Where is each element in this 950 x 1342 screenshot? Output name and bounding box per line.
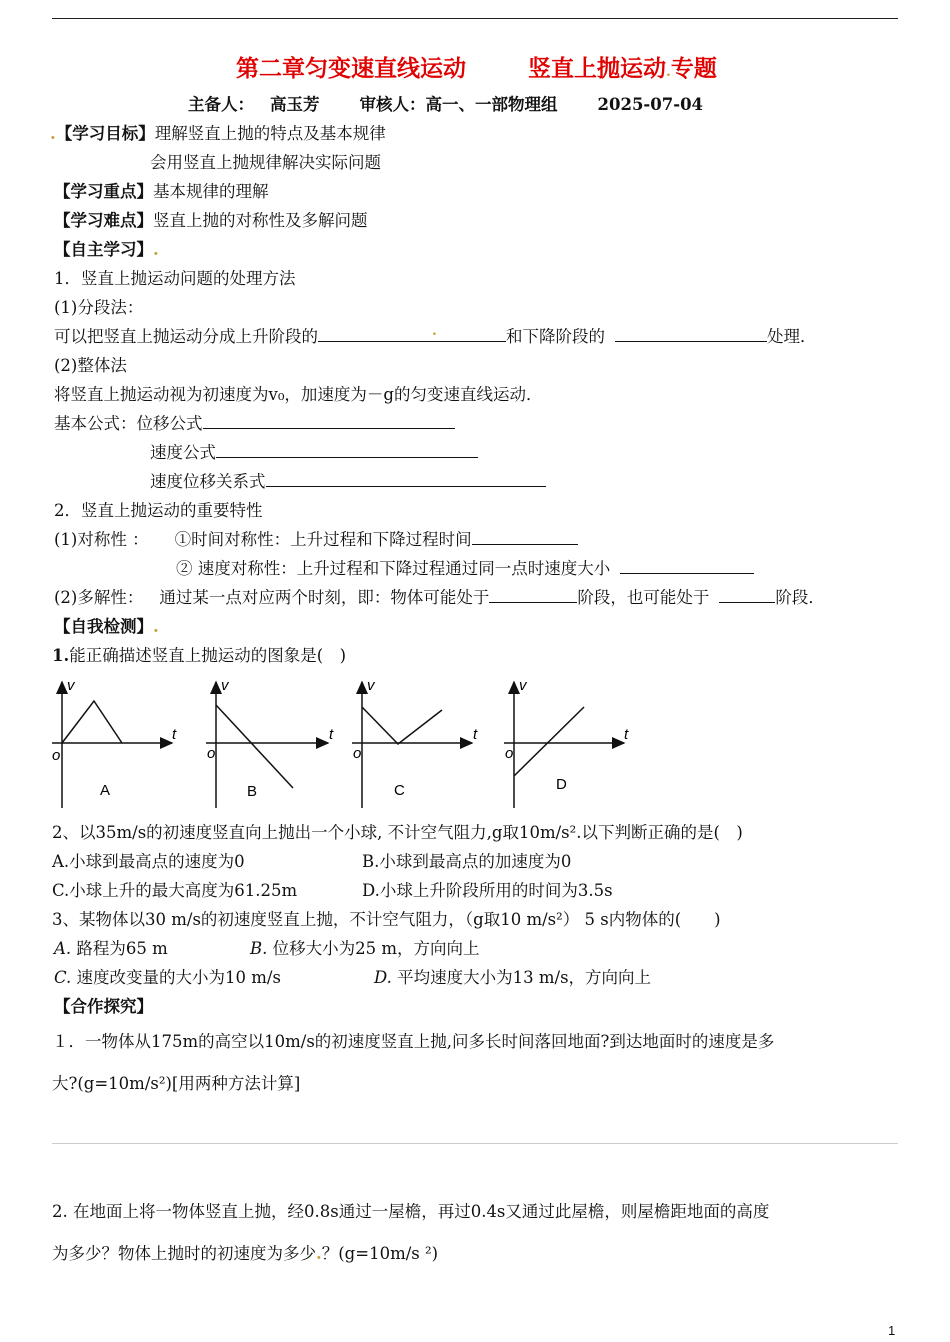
vt-graphs [40, 672, 660, 812]
symmetry-label: (1)对称性 ： [54, 530, 149, 549]
q3-text-a: 3、某物 [52, 910, 112, 929]
author-line [188, 91, 703, 115]
descending-blank[interactable] [615, 325, 767, 342]
graph-c-label: C [394, 782, 405, 799]
method1-text [54, 323, 817, 347]
cooperation-p1-line2: 大?(g=10m/s²)[用两种方法计算] [52, 1074, 301, 1093]
velocity-blank[interactable] [216, 441, 478, 458]
formula-displacement: 位移公式 [136, 414, 203, 433]
graph-c-line [362, 707, 442, 744]
displacement-blank[interactable] [203, 412, 455, 429]
method1-label: (1)分段法： [54, 298, 144, 317]
q3-option-c-letter: C. [54, 968, 72, 987]
q2-option-a[interactable]: A.小球到最高点的速度为0 [52, 852, 245, 871]
multi-solution-c: 阶段． [775, 588, 825, 607]
stage2-blank[interactable] [719, 586, 775, 603]
q3-option-a-text: 路程为65 m [76, 939, 168, 958]
velocity-symmetry-blank[interactable] [620, 557, 754, 574]
self-test-heading [54, 613, 159, 637]
graph-c-o: o [353, 745, 362, 762]
difficulties-label: 【学习难点】 [54, 211, 153, 230]
graph-d-label: D [556, 776, 567, 793]
q3-text-b: 体以30 m/s的初速度竖直上抛，不计空气阻力，（g取10 m/s²） 5 s内物体的( ) [112, 910, 721, 929]
q3-option-b-text: 位移大小为25 m，方向向上 [272, 939, 480, 958]
q3-option-b-letter: B. [250, 939, 268, 958]
self-study-q2: 2．竖直上抛运动的重要特性 [54, 501, 263, 520]
marker-dot: . [153, 617, 159, 636]
graph-a-v: v [67, 677, 75, 694]
time-symmetry-blank[interactable] [472, 528, 578, 545]
key-points-label: 【学习重点】 [54, 182, 153, 201]
self-test-q2: 2、以35m/s的初速度竖直向上抛出一个小球, 不计空气阻力,g取10m/s².以下判断正确的是( ) [52, 823, 743, 842]
objectives-label: 【学习目标】 [55, 124, 155, 143]
graph-d-v: v [519, 677, 527, 694]
q3-option-c-text: 速度改变量的大小为10 m/s [76, 968, 281, 987]
q3-option-d-text: 平均速度大小为13 m/s，方向向上 [397, 968, 652, 987]
graph-a-label: A [100, 782, 111, 799]
graph-c-t: t [473, 726, 478, 743]
objectives-text1: 理解竖直上抛的特点及基本规律 [154, 124, 386, 143]
title-part3: 专题 [670, 55, 717, 82]
title-dot: . [666, 64, 671, 80]
multi-solution-label: (2)多解性： [54, 588, 144, 607]
section-divider [52, 1143, 898, 1144]
cooperation-label: 【合作探究】 [54, 997, 153, 1016]
q2-option-d[interactable]: D.小球上升阶段所用的时间为3.5s [362, 881, 613, 900]
preparer-name: 高玉芳 [270, 95, 320, 114]
q2-option-c[interactable]: C.小球上升的最大高度为61.25m [52, 881, 298, 900]
graph-b-t: t [329, 726, 334, 743]
method2-label: (2)整体法 [54, 356, 127, 375]
formula-velocity: 速度公式 [150, 443, 216, 462]
objectives-line1 [50, 120, 386, 144]
formula-label: 基本公式： [54, 414, 137, 433]
method2-text: 将竖直上抛运动视为初速度为v₀，加速度为－g的匀变速直线运动． [54, 385, 543, 404]
graph-b-line [216, 705, 293, 788]
symmetry-line1 [54, 526, 578, 550]
top-rule [52, 18, 898, 19]
graph-c[interactable] [352, 677, 478, 808]
preparer-label: 主备人： [188, 95, 254, 114]
marker-dot: . [153, 240, 159, 259]
cooperation-p2-line1: 2. 在地面上将一物体竖直上抛，经0.8s通过一屋檐，再过0.4s又通过此屋檐，则屋檐距地面的高度 [52, 1202, 770, 1221]
graph-a[interactable] [52, 677, 177, 808]
multi-solution-b: 阶段，也可能处于 [577, 588, 710, 607]
self-test-label: 【自我检测】 [54, 617, 153, 636]
formula-velocity-displacement: 速度位移关系式 [150, 472, 266, 491]
q2-option-b[interactable]: B.小球到最高点的加速度为0 [362, 852, 572, 871]
graph-d[interactable] [504, 677, 629, 808]
difficulties-line [54, 207, 368, 231]
graph-a-o: o [52, 747, 61, 764]
objectives-text2: 会用竖直上抛规律解决实际问题 [150, 153, 381, 172]
q3-option-c[interactable] [54, 964, 281, 988]
cooperation-p2-text-c: ？(g=10m/s ²) [321, 1244, 439, 1263]
velocity-symmetry: ② 速度对称性：上升过程和下降过程通过同一点时速度大小 [176, 559, 611, 578]
method1-text-c: 处理． [767, 327, 817, 346]
title-part2: 竖直上抛运动 [528, 55, 666, 82]
q3-option-a-letter: A. [54, 939, 72, 958]
q3-option-b[interactable] [250, 935, 480, 959]
page-title [236, 50, 717, 83]
q3-option-d[interactable] [374, 964, 651, 988]
key-points-text: 基本规律的理解 [153, 182, 269, 201]
q3-option-d-letter: D. [374, 968, 392, 987]
self-study-q1: 1．竖直上抛运动问题的处理方法 [54, 269, 296, 288]
document-date: 2025-07-04 [597, 95, 704, 114]
multi-solution-line [54, 584, 825, 608]
stage1-blank[interactable] [489, 586, 577, 603]
cooperation-p2-text-b: 为多少？物体上抛时的初速度为多少 [52, 1244, 316, 1263]
graph-c-v: v [367, 677, 375, 694]
graph-b-v: v [221, 677, 229, 694]
time-symmetry: ①时间对称性：上升过程和下降过程时间 [174, 530, 472, 549]
self-test-q1-text: 能正确描述竖直上抛运动的图象是( ) [69, 646, 347, 665]
graph-d-line [514, 707, 584, 776]
formula-line1 [54, 410, 455, 434]
self-test-q1 [52, 642, 346, 666]
graph-b[interactable] [206, 677, 334, 808]
reviewer-name: 高一、一部物理组 [425, 95, 558, 114]
graph-a-t: t [172, 726, 177, 743]
method1-text-b: 和下降阶段的 [506, 327, 605, 346]
ascending-blank[interactable]: . [318, 325, 506, 342]
cooperation-p1-line1: １．一物体从175m的高空以10m/s的初速度竖直上抛,问多长时间落回地面?到达地面时的速度是多 [52, 1032, 775, 1051]
marker-dot: . [316, 1244, 322, 1263]
graph-b-o: o [207, 745, 216, 762]
symmetry-line2 [176, 555, 754, 579]
graph-d-t: t [624, 726, 629, 743]
graph-b-label: B [247, 783, 258, 800]
formula-line2 [150, 439, 478, 463]
q3-option-a[interactable] [54, 935, 168, 959]
title-part1: 第二章匀变速直线运动 [236, 55, 466, 82]
key-points-line [54, 178, 269, 202]
self-test-q1-num: 1. [52, 646, 70, 665]
reviewer-label: 审核人： [359, 95, 426, 114]
velocity-displacement-blank[interactable] [266, 470, 546, 487]
self-study-heading [54, 236, 159, 260]
formula-line3 [150, 468, 546, 492]
multi-solution-a: 通过某一点对应两个时刻，即：物体可能处于 [159, 588, 490, 607]
marker-dot: . [50, 124, 56, 143]
self-test-q3 [52, 906, 721, 930]
graph-d-o: o [505, 745, 514, 762]
cooperation-p2-line2 [52, 1240, 438, 1264]
graph-a-line [62, 701, 122, 743]
difficulties-text: 竖直上抛的对称性及多解问题 [153, 211, 368, 230]
self-study-label: 【自主学习】 [54, 240, 153, 259]
page-number: 1 [888, 1323, 896, 1338]
method1-text-a: 可以把竖直上抛运动分成上升阶段的 [54, 327, 318, 346]
